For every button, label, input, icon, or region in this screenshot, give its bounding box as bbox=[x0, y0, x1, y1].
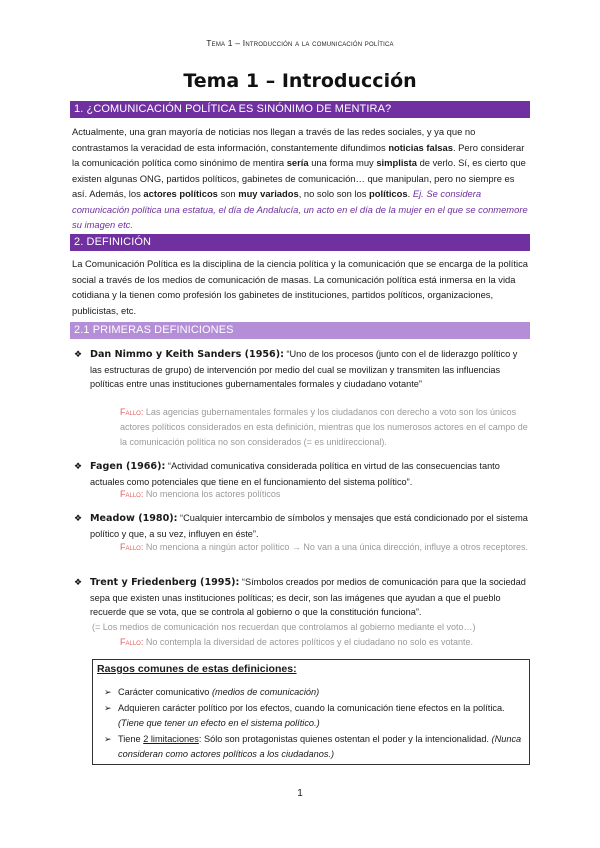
diamond-bullet-icon: ❖ bbox=[74, 349, 83, 359]
definition-fallo bbox=[120, 635, 532, 650]
summary-box-title: Rasgos comunes de estas definiciones: bbox=[97, 663, 297, 675]
fallo-text: No contempla la diversidad de actores políticos y el ciudadano no solo es votante. bbox=[143, 637, 474, 647]
page-title: Tema 1 – Introducción bbox=[183, 70, 417, 92]
diamond-bullet-icon: ❖ bbox=[74, 577, 83, 587]
section-heading-2: 2. DEFINICIÓN bbox=[70, 234, 530, 251]
diamond-bullet-icon: ❖ bbox=[74, 513, 83, 523]
fallo-text: No menciona los actores políticos bbox=[143, 489, 281, 499]
item-text: Carácter comunicativo bbox=[118, 687, 212, 697]
item-italic: (medios de comunicación) bbox=[211, 687, 320, 697]
item-underline: 2 limitaciones bbox=[143, 734, 199, 744]
definition-author: Fagen (1966): bbox=[90, 461, 166, 472]
text-run: , no solo son los bbox=[298, 188, 370, 199]
fallo-tag: Fallo: bbox=[120, 407, 144, 417]
fallo-tag: Fallo: bbox=[120, 489, 144, 499]
bold-run: políticos bbox=[369, 188, 408, 199]
diamond-bullet-icon: ❖ bbox=[74, 461, 83, 471]
text-run: Actualmente, una gran mayoría de noticias nos llegan a través de las redes sociales, y ya que no contrastamos la veracidad de esta información, constantemente difundimos bbox=[72, 126, 476, 153]
arrow-bullet-icon: ➢ bbox=[104, 734, 112, 744]
fallo-tag: Fallo: bbox=[120, 542, 144, 552]
example-text: Ej. Se considera comunicación política una estatua, el día de Andalucía, un acto en el día de la mujer en el que se conmemore su imagen etc. bbox=[72, 188, 528, 230]
text-run: . Pero considerar la comunicación política como sinónimo de mentira bbox=[72, 141, 525, 168]
definition-fallo bbox=[120, 405, 532, 450]
definition-fallo bbox=[120, 540, 532, 555]
text-run: son bbox=[217, 188, 239, 199]
item-text: : Sólo son protagonistas quienes ostentan el poder y la intencionalidad. bbox=[198, 734, 492, 744]
bold-run: simplista bbox=[376, 157, 417, 168]
arrow-bullet-icon: ➢ bbox=[104, 687, 112, 697]
item-italic: (Nunca consideran como actores políticos a los ciudadanos.) bbox=[118, 734, 522, 759]
summary-list-item bbox=[104, 701, 528, 730]
text-run: una forma muy bbox=[308, 157, 377, 168]
definition-quote: “Actividad comunicativa considerada política en virtud de las consecuencias tanto actuales como potenciales que tiene en el funcionamiento del sistema político”. bbox=[90, 461, 500, 487]
definition-item bbox=[74, 575, 530, 620]
definition-quote: “Cualquier intercambio de símbolos y mensajes que está condicionado por el sistema político y que, a su vez, influyen en éste”. bbox=[90, 513, 528, 539]
section-1-paragraph bbox=[72, 124, 530, 233]
bold-run: actores políticos bbox=[143, 188, 218, 199]
arrow-bullet-icon: ➢ bbox=[104, 703, 112, 713]
text-run: . bbox=[407, 188, 413, 199]
definition-author: Dan Nimmo y Keith Sanders (1956): bbox=[90, 349, 284, 360]
definition-note: (= Los medios de comunicación nos recuerdan que controlamos al gobierno mediante el voto…) bbox=[92, 622, 476, 632]
item-text: Adquieren carácter político por los efectos, cuando la comunicación tiene efectos en la política. bbox=[118, 703, 505, 713]
bold-run: noticias falsas bbox=[388, 141, 453, 153]
fallo-tag: Fallo: bbox=[120, 637, 144, 647]
definition-item bbox=[74, 459, 530, 489]
fallo-text: Las agencias gubernamentales formales y los ciudadanos con derecho a voto son los únicos actores políticos considerados en esta definición, mientras que los numerosos actores en el campo de la comunicación política no son considerados (= es unidireccional). bbox=[120, 407, 528, 447]
item-text: Tiene bbox=[118, 734, 144, 744]
bold-run: sería bbox=[286, 157, 309, 168]
definition-item bbox=[74, 347, 530, 392]
definition-author: Meadow (1980): bbox=[90, 513, 178, 524]
running-header: Tema 1 – Introducción a la comunicación política bbox=[206, 38, 394, 48]
section-heading-2-1: 2.1 PRIMERAS DEFINICIONES bbox=[70, 322, 530, 339]
definition-fallo bbox=[120, 487, 532, 502]
section-heading-1: 1. ¿COMUNICACIÓN POLÍTICA ES SINÓNIMO DE MENTIRA? bbox=[70, 101, 530, 118]
fallo-text: No menciona a ningún actor político → No van a una única dirección, influye a otros receptores. bbox=[143, 542, 529, 552]
summary-list-item bbox=[104, 685, 528, 700]
definition-quote: “Uno de los procesos (junto con el de liderazgo político y las estructuras de grupo) de intervención por medio del cual se movilizan y transmiten las influencias políticas entre unas instituciones gubernamentales formales y ciudadano votante” bbox=[90, 349, 518, 389]
definition-quote: “Símbolos creados por medios de comunicación para que la sociedad sepa que existen unas instituciones políticas; es decir, son las imágenes que ayudan a que el pueblo recuerde que se vota, que se controla al gobierno o que la constitución funciona”. bbox=[90, 577, 526, 617]
definition-author: Trent y Friedenberg (1995): bbox=[90, 577, 240, 588]
summary-list-item bbox=[104, 732, 528, 761]
item-italic: (Tiene que tener un efecto en el sistema político.) bbox=[118, 717, 320, 728]
section-2-paragraph: La Comunicación Política es la disciplina de la ciencia política y la comunicación que se encarga de la política social a través de los medios de comunicación de masas. La comunicación política está inmersa en la vida cotidiana y la tienen como profesión los gabinetes de instituciones, partidos políticos, organizaciones, publicistas, etc. bbox=[72, 258, 528, 316]
definition-item bbox=[74, 511, 530, 541]
page-number: 1 bbox=[297, 788, 303, 799]
bold-run: muy variados bbox=[238, 188, 299, 199]
text-run: de verlo. Sí, es cierto que existen algunas ONG, partidos políticos, gabinetes de comunicación… que manipulan, pero no siempre es así. Además, los bbox=[72, 157, 526, 199]
